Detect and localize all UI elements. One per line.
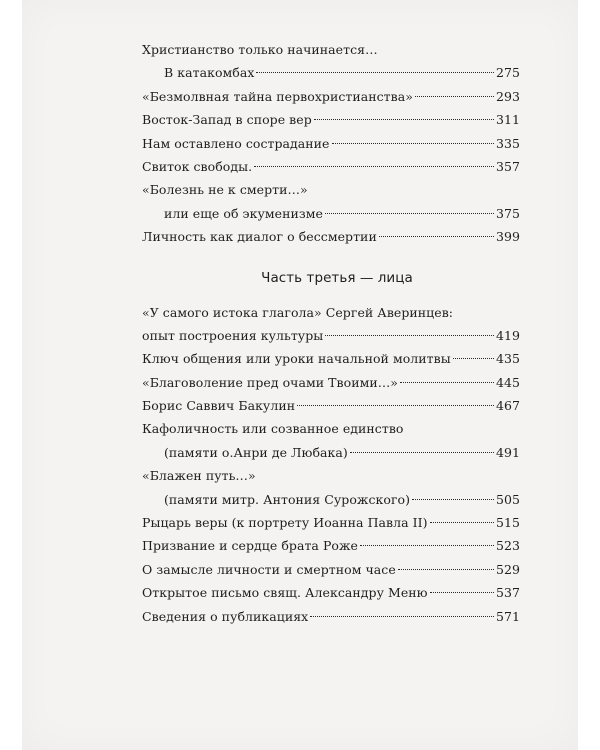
- entry-title: Личность как диалог о бессмертии: [142, 229, 377, 245]
- entry-title: «Благоволение пред очами Твоими…»: [142, 374, 398, 390]
- dot-leader: [398, 569, 494, 570]
- toc-entry: [142, 61, 520, 84]
- toc-entry: [142, 85, 520, 108]
- entry-page-number: 505: [495, 491, 520, 507]
- entry-title: Нам оставлено сострадание: [142, 135, 330, 151]
- toc-entry: [142, 464, 520, 487]
- toc-entry: [142, 371, 520, 394]
- entry-title: Призвание и сердце брата Роже: [142, 538, 358, 554]
- entry-page-number: 275: [495, 65, 520, 81]
- entry-page-number: 293: [495, 88, 520, 104]
- toc-entry: [142, 417, 520, 440]
- dot-leader: [412, 499, 494, 500]
- dot-leader: [297, 405, 494, 406]
- book-page: [22, 0, 578, 750]
- toc-entry: [142, 605, 520, 628]
- entry-page-number: 335: [495, 135, 520, 151]
- entry-title: Рыцарь веры (к портрету Иоанна Павла II): [142, 515, 428, 531]
- toc-entry: [142, 581, 520, 604]
- section-heading: Часть третья — лица: [261, 269, 413, 286]
- entry-title: Ключ общения или уроки начальной молитвы: [142, 351, 451, 367]
- dot-leader: [430, 522, 494, 523]
- entry-title: «Безмолвная тайна первохристианства»: [142, 88, 413, 104]
- dot-leader: [256, 72, 494, 73]
- dot-leader: [400, 382, 494, 383]
- entry-title: Христианство только начинается…: [142, 42, 378, 57]
- entry-title: В катакомбах: [164, 65, 255, 81]
- toc-entry: [142, 347, 520, 370]
- dot-leader: [314, 119, 494, 120]
- entry-page-number: 537: [495, 585, 520, 601]
- toc-entry: [142, 558, 520, 581]
- toc-entry: [142, 38, 520, 61]
- entry-page-number: 357: [495, 158, 520, 174]
- toc-entry: [142, 132, 520, 155]
- dot-leader: [379, 236, 494, 237]
- dot-leader: [360, 545, 494, 546]
- entry-page-number: 491: [495, 444, 520, 460]
- toc-entry: [142, 108, 520, 131]
- entry-title: Открытое письмо свящ. Александру Меню: [142, 585, 428, 601]
- entry-page-number: 419: [495, 327, 520, 343]
- entry-title: (памяти о.Анри де Любака): [164, 444, 348, 460]
- entry-page-number: 445: [495, 374, 520, 390]
- toc-entry: [142, 155, 520, 178]
- toc-entry: [142, 441, 520, 464]
- dot-leader: [325, 213, 494, 214]
- dot-leader: [430, 592, 494, 593]
- toc-entry: [142, 534, 520, 557]
- entry-title: Борис Саввич Бакулин: [142, 398, 296, 414]
- entry-page-number: 311: [495, 112, 520, 128]
- toc-entry: [142, 324, 520, 347]
- toc-entry: [142, 301, 520, 324]
- entry-page-number: 399: [495, 229, 520, 245]
- entry-title: Кафоличность или созванное единство: [142, 421, 404, 437]
- dot-leader: [415, 96, 494, 97]
- dot-leader: [453, 358, 494, 359]
- dot-leader: [332, 143, 494, 144]
- entry-title: «Болезнь не к смерти…»: [142, 182, 308, 198]
- entry-page-number: 515: [495, 515, 520, 531]
- entry-title: (памяти митр. Антония Сурожского): [164, 491, 411, 507]
- entry-title: Восток-Запад в споре вер: [142, 112, 312, 128]
- dot-leader: [350, 452, 494, 453]
- toc-entry: [142, 178, 520, 201]
- entry-page-number: 571: [495, 608, 520, 624]
- entry-title: «У самого истока глагола» Сергей Аверинцев:: [142, 304, 454, 320]
- entry-title: опыт построения культуры: [142, 327, 324, 343]
- toc-entry: [142, 488, 520, 511]
- entry-title: О замысле личности и смертном часе: [142, 561, 396, 577]
- dot-leader: [254, 166, 494, 167]
- entry-page-number: 467: [495, 398, 520, 414]
- toc-entry: [142, 225, 520, 248]
- dot-leader: [325, 335, 494, 336]
- dot-leader: [310, 616, 494, 617]
- entry-page-number: 529: [495, 561, 520, 577]
- entry-title: «Блажен путь…»: [142, 468, 256, 484]
- toc-entry: [142, 394, 520, 417]
- entry-page-number: 375: [495, 205, 520, 221]
- toc-entry: [142, 511, 520, 534]
- entry-title: или еще об экуменизме: [164, 205, 323, 221]
- entry-page-number: 435: [495, 351, 520, 367]
- table-of-contents: [142, 38, 520, 628]
- entry-title: Сведения о публикациях: [142, 608, 309, 624]
- toc-entry: [142, 202, 520, 225]
- entry-page-number: 523: [495, 538, 520, 554]
- entry-title: Свиток свободы.: [142, 158, 253, 174]
